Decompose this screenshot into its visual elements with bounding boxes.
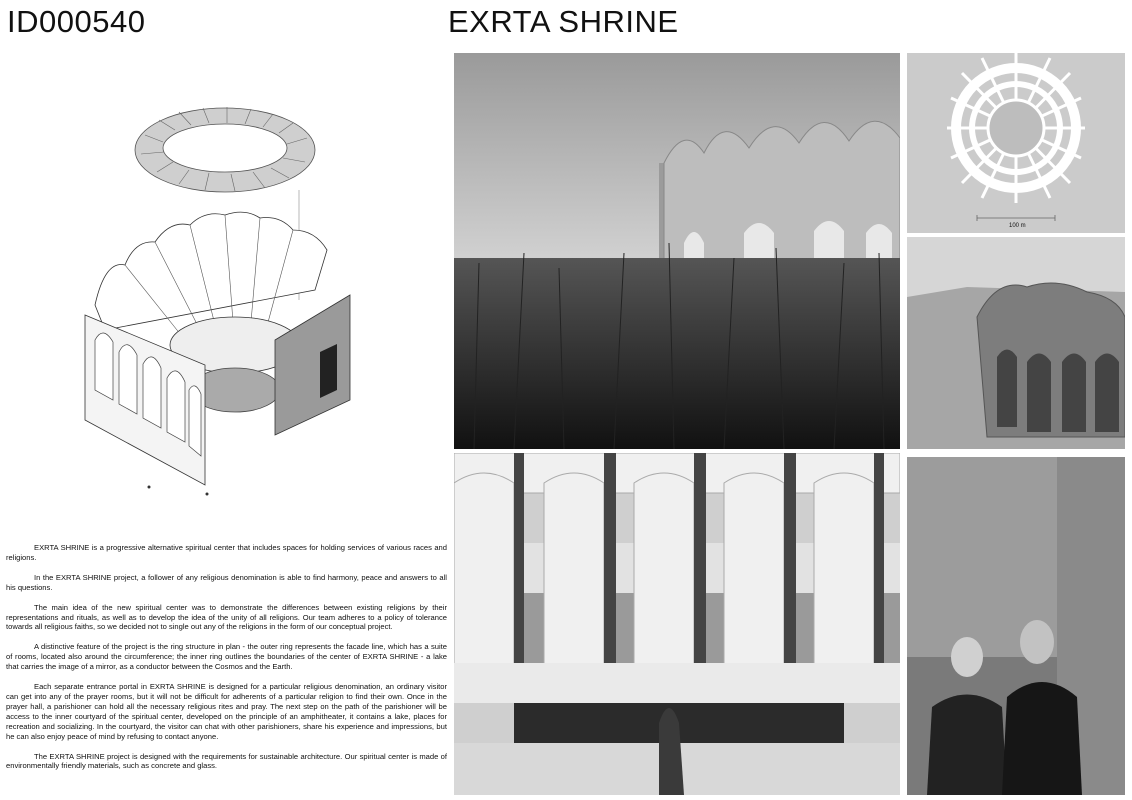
people-render	[907, 457, 1125, 795]
aerial-render	[907, 237, 1125, 449]
exterior-render-field	[454, 53, 900, 449]
scale-label: 100 m	[1009, 223, 1026, 229]
project-description	[6, 543, 447, 781]
description-paragraph: Each separate entrance portal in EXRTA SHRINE is designed for a particular religious denomination, an ordinary visitor can get into any of the prayer rooms, but it will not be difficult for adherents of a particular religion to find their own. Once in the prayer hall, a parishioner can hold all the necessary religious rites and pray. The next step on the path of the parishioner will be access to the inner courtyard of the spiritual center, developed on the principle of an amphitheater, it contains a lake, places for recreation and socializing. In the courtyard, the visitor can chat with other parishioners, share his experience and impressions, but he can also enjoy peace of mind by refusing to contact anyone.	[6, 682, 447, 741]
page-title: EXRTA SHRINE	[448, 4, 679, 39]
site-plan	[907, 53, 1125, 233]
description-paragraph: The EXRTA SHRINE project is designed with the requirements for sustainable architecture. Our spiritual center is made of environmentally friendly materials, such as concrete and glass.	[6, 751, 447, 771]
interior-render-lake	[454, 453, 900, 795]
axonometric-drawing	[75, 90, 375, 500]
description-paragraph: The main idea of the new spiritual center was to demonstrate the differences between existing religions by their representations and rituals, as well as to develop the idea of the unity of all religions. Our team adheres to a policy of tolerance towards all religious faiths, so we decided not to single out any of the religions in the form of our conceptual project.	[6, 602, 447, 632]
project-id: ID000540	[7, 4, 146, 39]
description-paragraph: In the EXRTA SHRINE project, a follower of any religious denomination is able to find harmony, peace and answers to all his questions.	[6, 572, 447, 592]
description-paragraph: A distinctive feature of the project is the ring structure in plan - the outer ring represents the facade line, which has a suite of rooms, located also around the circumference; the inner ring outlines the boundaries of the center of EXRTA SHRINE - a lake that carries the image of a mirror, as a conductor between the Cosmos and the Earth.	[6, 642, 447, 672]
description-paragraph: EXRTA SHRINE is a progressive alternative spiritual center that includes spaces for holding services of various races and religions.	[6, 543, 447, 562]
